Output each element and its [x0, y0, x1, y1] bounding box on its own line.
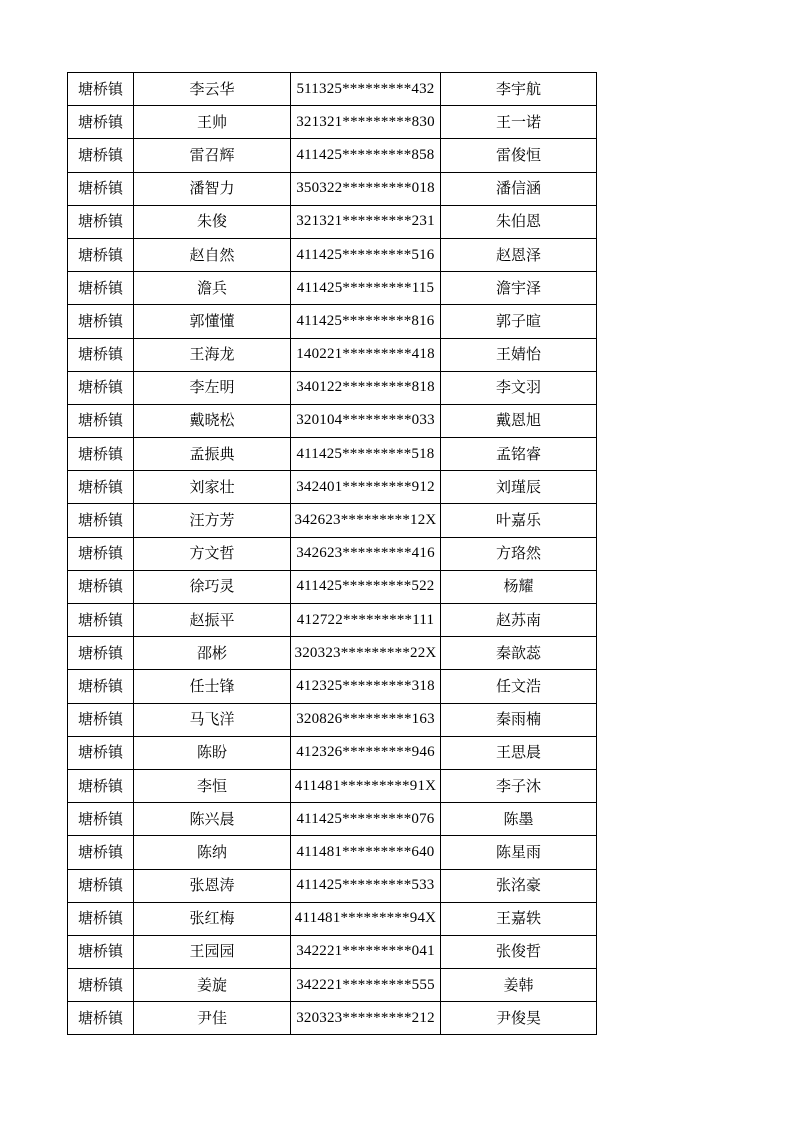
id-number-cell: 321321*********830: [291, 106, 441, 139]
table-row: [68, 238, 597, 271]
parent-name-cell: 孟振典: [134, 438, 291, 471]
table-row: [68, 703, 597, 736]
child-name-cell: 李子沐: [441, 769, 597, 802]
id-number-cell: 342221*********041: [291, 935, 441, 968]
id-number-cell: 320323*********212: [291, 1002, 441, 1035]
town-cell: 塘桥镇: [68, 272, 134, 305]
parent-name-cell: 潘智力: [134, 172, 291, 205]
table-row: [68, 371, 597, 404]
table-row: [68, 73, 597, 106]
parent-name-cell: 刘家壮: [134, 471, 291, 504]
parent-name-cell: 郭懂懂: [134, 305, 291, 338]
id-number-cell: 411425*********533: [291, 869, 441, 902]
id-number-cell: 320104*********033: [291, 404, 441, 437]
table-row: [68, 836, 597, 869]
id-number-cell: 342623*********416: [291, 537, 441, 570]
id-number-cell: 411425*********518: [291, 438, 441, 471]
table-row: [68, 272, 597, 305]
table-row: [68, 404, 597, 437]
child-name-cell: 陈星雨: [441, 836, 597, 869]
id-number-cell: 350322*********018: [291, 172, 441, 205]
child-name-cell: 赵苏南: [441, 604, 597, 637]
parent-name-cell: 姜旋: [134, 969, 291, 1002]
town-cell: 塘桥镇: [68, 139, 134, 172]
child-name-cell: 刘瑾辰: [441, 471, 597, 504]
town-cell: 塘桥镇: [68, 935, 134, 968]
parent-name-cell: 任士锋: [134, 670, 291, 703]
parent-name-cell: 陈纳: [134, 836, 291, 869]
town-cell: 塘桥镇: [68, 404, 134, 437]
parent-name-cell: 邵彬: [134, 637, 291, 670]
id-number-cell: 411481*********94X: [291, 902, 441, 935]
id-number-cell: 411481*********640: [291, 836, 441, 869]
id-number-cell: 411481*********91X: [291, 769, 441, 802]
id-number-cell: 320826*********163: [291, 703, 441, 736]
parent-name-cell: 朱俊: [134, 205, 291, 238]
town-cell: 塘桥镇: [68, 769, 134, 802]
table-row: [68, 736, 597, 769]
town-cell: 塘桥镇: [68, 238, 134, 271]
table-row: [68, 139, 597, 172]
table-row: [68, 471, 597, 504]
child-name-cell: 秦雨楠: [441, 703, 597, 736]
table-row: [68, 1002, 597, 1035]
town-cell: 塘桥镇: [68, 803, 134, 836]
town-cell: 塘桥镇: [68, 471, 134, 504]
table-row: [68, 604, 597, 637]
id-number-cell: 511325*********432: [291, 73, 441, 106]
id-number-cell: 411425*********522: [291, 570, 441, 603]
table-row: [68, 869, 597, 902]
table-row: [68, 935, 597, 968]
id-number-cell: 412722*********111: [291, 604, 441, 637]
child-name-cell: 尹俊昊: [441, 1002, 597, 1035]
town-cell: 塘桥镇: [68, 869, 134, 902]
child-name-cell: 杨耀: [441, 570, 597, 603]
id-number-cell: 412325*********318: [291, 670, 441, 703]
parent-name-cell: 张红梅: [134, 902, 291, 935]
town-cell: 塘桥镇: [68, 836, 134, 869]
child-name-cell: 戴恩旭: [441, 404, 597, 437]
roster-table-body: [68, 73, 597, 1035]
child-name-cell: 潘信涵: [441, 172, 597, 205]
roster-table: [67, 72, 597, 1035]
id-number-cell: 342623*********12X: [291, 504, 441, 537]
id-number-cell: 320323*********22X: [291, 637, 441, 670]
town-cell: 塘桥镇: [68, 703, 134, 736]
id-number-cell: 411425*********816: [291, 305, 441, 338]
table-row: [68, 305, 597, 338]
table-row: [68, 670, 597, 703]
child-name-cell: 王思晨: [441, 736, 597, 769]
town-cell: 塘桥镇: [68, 371, 134, 404]
town-cell: 塘桥镇: [68, 736, 134, 769]
town-cell: 塘桥镇: [68, 172, 134, 205]
table-row: [68, 969, 597, 1002]
town-cell: 塘桥镇: [68, 438, 134, 471]
child-name-cell: 雷俊恒: [441, 139, 597, 172]
parent-name-cell: 王帅: [134, 106, 291, 139]
table-row: [68, 338, 597, 371]
parent-name-cell: 澹兵: [134, 272, 291, 305]
child-name-cell: 朱伯恩: [441, 205, 597, 238]
parent-name-cell: 张恩涛: [134, 869, 291, 902]
table-row: [68, 205, 597, 238]
child-name-cell: 澹宇泽: [441, 272, 597, 305]
parent-name-cell: 雷召辉: [134, 139, 291, 172]
parent-name-cell: 方文哲: [134, 537, 291, 570]
parent-name-cell: 王海龙: [134, 338, 291, 371]
table-row: [68, 902, 597, 935]
parent-name-cell: 李左明: [134, 371, 291, 404]
child-name-cell: 叶嘉乐: [441, 504, 597, 537]
child-name-cell: 李宇航: [441, 73, 597, 106]
id-number-cell: 411425*********516: [291, 238, 441, 271]
id-number-cell: 342221*********555: [291, 969, 441, 1002]
town-cell: 塘桥镇: [68, 73, 134, 106]
table-row: [68, 637, 597, 670]
child-name-cell: 任文浩: [441, 670, 597, 703]
parent-name-cell: 陈盼: [134, 736, 291, 769]
child-name-cell: 方珞然: [441, 537, 597, 570]
child-name-cell: 李文羽: [441, 371, 597, 404]
table-row: [68, 438, 597, 471]
parent-name-cell: 陈兴晨: [134, 803, 291, 836]
table-row: [68, 537, 597, 570]
parent-name-cell: 马飞洋: [134, 703, 291, 736]
child-name-cell: 郭子暄: [441, 305, 597, 338]
parent-name-cell: 赵振平: [134, 604, 291, 637]
child-name-cell: 王婧怡: [441, 338, 597, 371]
child-name-cell: 陈墨: [441, 803, 597, 836]
parent-name-cell: 赵自然: [134, 238, 291, 271]
town-cell: 塘桥镇: [68, 106, 134, 139]
id-number-cell: 411425*********858: [291, 139, 441, 172]
child-name-cell: 秦歆蕊: [441, 637, 597, 670]
town-cell: 塘桥镇: [68, 305, 134, 338]
town-cell: 塘桥镇: [68, 504, 134, 537]
town-cell: 塘桥镇: [68, 637, 134, 670]
child-name-cell: 张洺豪: [441, 869, 597, 902]
id-number-cell: 411425*********115: [291, 272, 441, 305]
id-number-cell: 411425*********076: [291, 803, 441, 836]
town-cell: 塘桥镇: [68, 902, 134, 935]
child-name-cell: 姜韩: [441, 969, 597, 1002]
table-row: [68, 769, 597, 802]
id-number-cell: 140221*********418: [291, 338, 441, 371]
town-cell: 塘桥镇: [68, 205, 134, 238]
town-cell: 塘桥镇: [68, 570, 134, 603]
town-cell: 塘桥镇: [68, 604, 134, 637]
parent-name-cell: 尹佳: [134, 1002, 291, 1035]
town-cell: 塘桥镇: [68, 537, 134, 570]
child-name-cell: 赵恩泽: [441, 238, 597, 271]
parent-name-cell: 李恒: [134, 769, 291, 802]
child-name-cell: 孟铭睿: [441, 438, 597, 471]
parent-name-cell: 李云华: [134, 73, 291, 106]
parent-name-cell: 王园园: [134, 935, 291, 968]
table-row: [68, 570, 597, 603]
parent-name-cell: 戴晓松: [134, 404, 291, 437]
id-number-cell: 321321*********231: [291, 205, 441, 238]
parent-name-cell: 徐巧灵: [134, 570, 291, 603]
table-row: [68, 504, 597, 537]
town-cell: 塘桥镇: [68, 969, 134, 1002]
town-cell: 塘桥镇: [68, 338, 134, 371]
child-name-cell: 王嘉轶: [441, 902, 597, 935]
town-cell: 塘桥镇: [68, 1002, 134, 1035]
child-name-cell: 王一诺: [441, 106, 597, 139]
table-row: [68, 106, 597, 139]
town-cell: 塘桥镇: [68, 670, 134, 703]
table-row: [68, 803, 597, 836]
child-name-cell: 张俊哲: [441, 935, 597, 968]
table-row: [68, 172, 597, 205]
id-number-cell: 412326*********946: [291, 736, 441, 769]
id-number-cell: 342401*********912: [291, 471, 441, 504]
id-number-cell: 340122*********818: [291, 371, 441, 404]
parent-name-cell: 汪方芳: [134, 504, 291, 537]
